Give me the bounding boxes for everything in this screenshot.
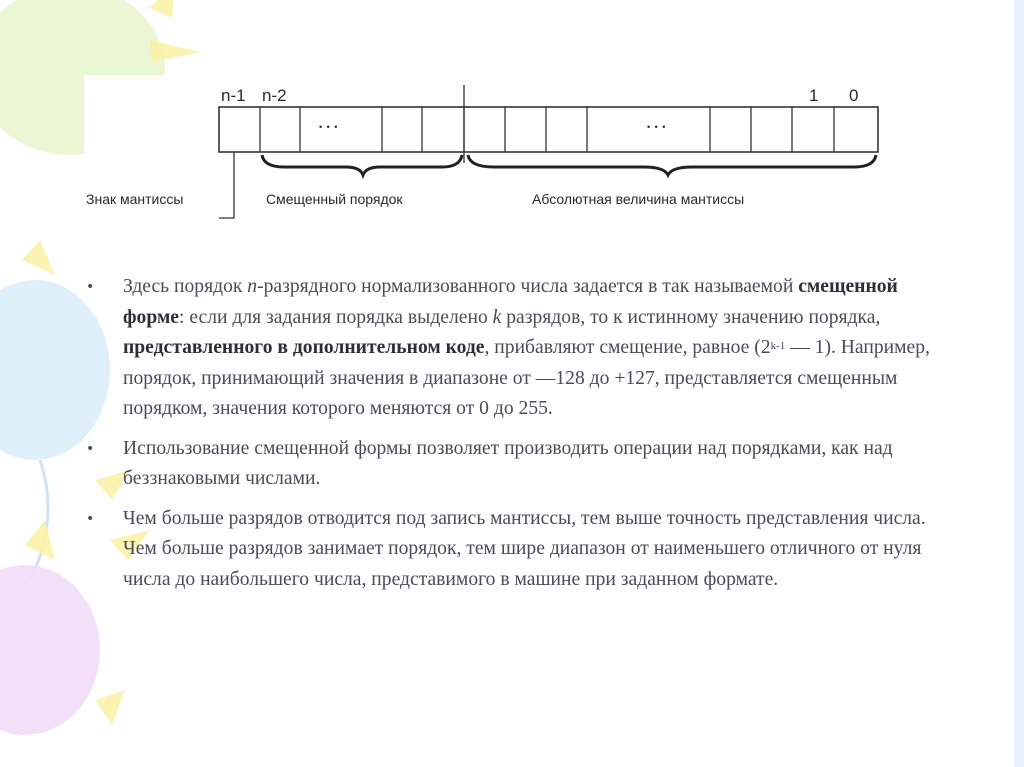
bit-field-drawing — [84, 75, 918, 235]
ellipsis-mantissa: • • • — [647, 122, 667, 132]
ellipsis-exponent: • • • — [319, 122, 339, 132]
bit-label-n-2: n-2 — [262, 86, 287, 105]
bit-label-n-1: n-1 — [221, 86, 246, 105]
bit-label-1: 1 — [809, 86, 819, 105]
label-sign-mantissa: Знак мантиссы — [86, 191, 184, 207]
bullet-marker: • — [86, 510, 95, 527]
sign-pointer-line — [219, 152, 234, 218]
bullet-list — [84, 272, 964, 604]
bullet-marker: • — [86, 440, 95, 457]
bit-label-0: 0 — [849, 86, 859, 105]
cell-dividers — [260, 107, 834, 152]
bullet-marker: • — [86, 279, 95, 295]
exponent-brace — [262, 155, 462, 175]
term-biased-form: смещенной форме — [123, 276, 898, 328]
mantissa-brace — [468, 155, 876, 175]
bullet-item: • Здесь порядок n-разрядного нормализованного числа задается в так называемой смещенной форме: если для задания порядка выделено k разрядов, то к истинному значению порядка, представленного в дополнительном коде, прибавляют смещение, равное (2$^{k-1}$ — 1). Например, порядок, принимающий значения в диапазоне от —128 до +127, представляется смещенным порядком, значения которого меняются от 0 до 255. — [84, 272, 964, 425]
label-biased-exponent: Смещенный порядок — [266, 191, 403, 207]
float-format-diagram — [84, 75, 918, 235]
register-outline — [219, 107, 878, 152]
term-twos-complement: представленного в дополнительном коде — [123, 337, 485, 358]
bullet-item: • Чем больше разрядов отводится под запись мантиссы, тем выше точность представления числа. Чем больше разрядов занимает порядок, тем шире диапазон от наименьшего отличного от нуля числа до наибольшего числа, представимого в машине при заданном формате. — [84, 504, 964, 596]
label-mantissa-magnitude: Абсолютная величина мантиссы — [532, 191, 745, 207]
bullet-item: • Использование смещенной формы позволяет производить операции над порядками, как над беззнаковыми числами. — [84, 434, 964, 495]
